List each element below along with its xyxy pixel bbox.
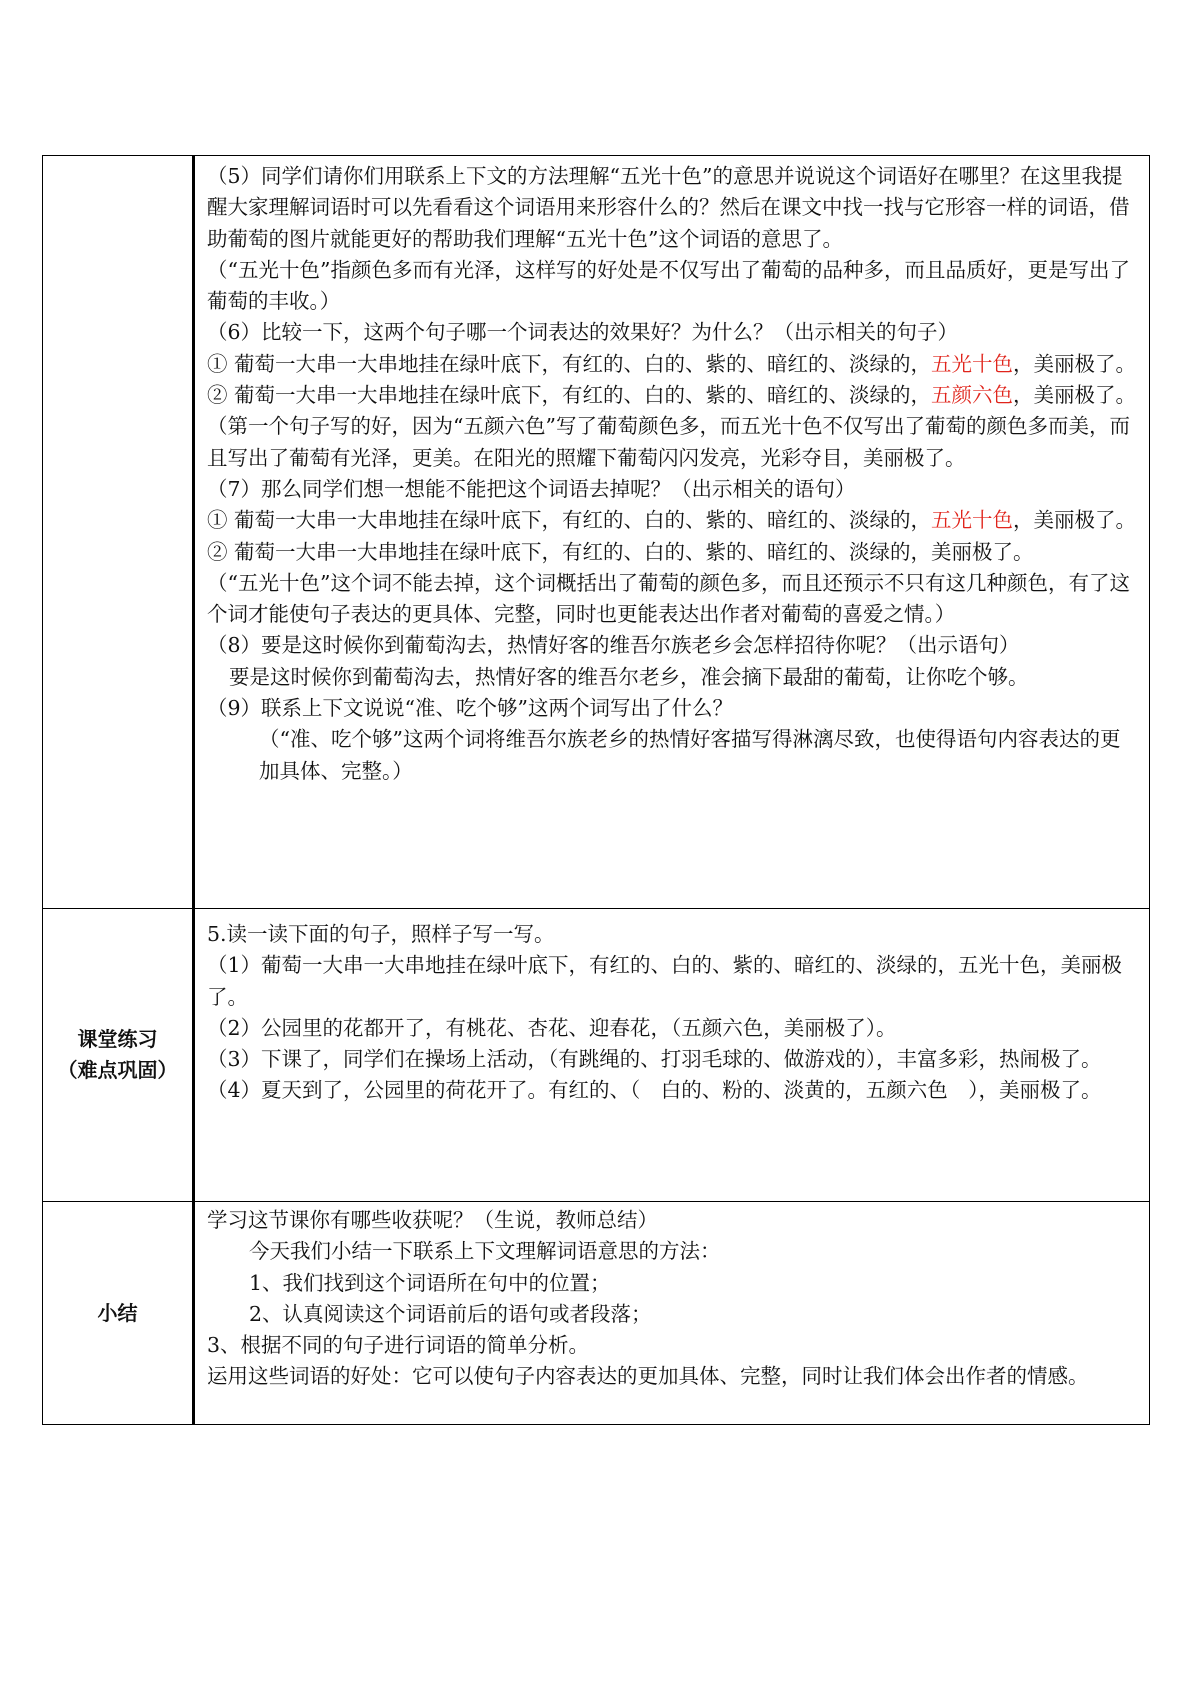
highlight-word: 五光十色 [931, 508, 1014, 533]
highlight-word: 五光十色 [931, 351, 1014, 376]
practice-cell [194, 909, 1150, 1202]
question-7: （7）那么同学们想一想能不能把这个词语去掉呢？（出示相关的语句） [207, 476, 856, 501]
sentence-2a: ① 葡萄一大串一大串地挂在绿叶底下，有红的、白的、紫的、暗红的、淡绿的，五光十色，美丽极了。 [207, 508, 1137, 533]
table-row [43, 909, 1150, 1202]
answer-8: 要是这时候你到葡萄沟去，热情好客的维吾尔老乡，准会摘下最甜的葡萄，让你吃个够。 [229, 664, 1029, 689]
table-row [43, 156, 1150, 909]
highlight-word: 五颜六色 [931, 383, 1014, 408]
sentence-1a: ① 葡萄一大串一大串地挂在绿叶底下，有红的、白的、紫的、暗红的、淡绿的，五光十色，美丽极了。 [207, 351, 1137, 376]
answer-5: （“五光十色”指颜色多而有光泽，这样写的好处是不仅写出了葡萄的品种多，而且品质好，更是写出了葡萄的丰收。） [207, 257, 1130, 314]
practice-item-4: （4）夏天到了，公园里的荷花开了。有红的、（ 白的、粉的、淡黄的，五颜六色 ），美丽极了。 [207, 1078, 1102, 1103]
row-label-practice [43, 909, 194, 1202]
practice-item-1: （1）葡萄一大串一大串地挂在绿叶底下，有红的、白的、紫的、暗红的、淡绿的，五光十色，美丽极了。 [207, 953, 1123, 1009]
practice-label-line2: （难点巩固） [57, 1058, 178, 1082]
practice-item-3: （3）下课了，同学们在操场上活动，（有跳绳的、打羽毛球的、做游戏的），丰富多彩，热闹极了。 [207, 1047, 1102, 1072]
practice-instruction: 5.读一读下面的句子，照样子写一写。 [207, 922, 555, 946]
question-9: （9）联系上下文说说“准、吃个够”这两个词写出了什么？ [207, 696, 734, 721]
summary-line-2: 今天我们小结一下联系上下文理解词语意思的方法： [249, 1239, 721, 1264]
sentence-2b: ② 葡萄一大串一大串地挂在绿叶底下，有红的、白的、紫的、暗红的、淡绿的，美丽极了。 [207, 539, 1034, 564]
teaching-process-cell [194, 156, 1150, 909]
row-label-summary: 小结 [43, 1202, 194, 1425]
summary-line-6: 运用这些词语的好处：它可以使句子内容表达的更加具体、完整，同时让我们体会出作者的情感。 [207, 1364, 1089, 1389]
summary-cell [194, 1202, 1150, 1425]
practice-item-2: （2）公园里的花都开了，有桃花、杏花、迎春花，（五颜六色，美丽极了）。 [207, 1015, 897, 1040]
sentence-1b: ② 葡萄一大串一大串地挂在绿叶底下，有红的、白的、紫的、暗红的、淡绿的，五颜六色，美丽极了。 [207, 383, 1137, 408]
summary-line-3: 1、我们找到这个词语所在句中的位置； [249, 1270, 611, 1295]
question-8: （8）要是这时候你到葡萄沟去，热情好客的维吾尔族老乡会怎样招待你呢？（出示语句） [207, 633, 1020, 658]
summary-line-4: 2、认真阅读这个词语前后的语句或者段落； [249, 1301, 652, 1326]
summary-line-5: 3、根据不同的句子进行词语的简单分析。 [207, 1333, 590, 1358]
row-label-empty [43, 156, 194, 909]
answer-6: （第一个句子写的好，因为“五颜六色”写了葡萄颜色多，而五光十色不仅写出了葡萄的颜色多而美，而且写出了葡萄有光泽，更美。在阳光的照耀下葡萄闪闪发亮，光彩夺目，美丽极了。 [207, 414, 1130, 470]
question-6: （6）比较一下，这两个句子哪一个词表达的效果好？为什么？（出示相关的句子） [207, 320, 959, 345]
table-row [43, 1202, 1150, 1425]
lesson-plan-table [42, 155, 1150, 1425]
practice-label-line1: 课堂练习 [77, 1027, 158, 1051]
answer-9: （“准、吃个够”这两个词将维吾尔族老乡的热情好客描写得淋漓尽致，也使得语句内容表达的更加具体、完整。） [259, 727, 1121, 783]
answer-7: （“五光十色”这个词不能去掉，这个词概括出了葡萄的颜色多，而且还预示不只有这几种颜色，有了这个词才能使句子表达的更具体、完整，同时也更能表达出作者对葡萄的喜爱之情。） [207, 570, 1130, 627]
summary-line-1: 学习这节课你有哪些收获呢？（生说，教师总结） [207, 1208, 658, 1232]
question-5: （5）同学们请你们用联系上下文的方法理解“五光十色”的意思并说说这个词语好在哪里？在这里我提醒大家理解词语时可以先看看这个词语用来形容什么的？然后在课文中找一找与它形容一样的词语，借助葡萄的图片就能更好的帮助我们理解“五光十色”这个词语的意思了。 [207, 164, 1130, 251]
